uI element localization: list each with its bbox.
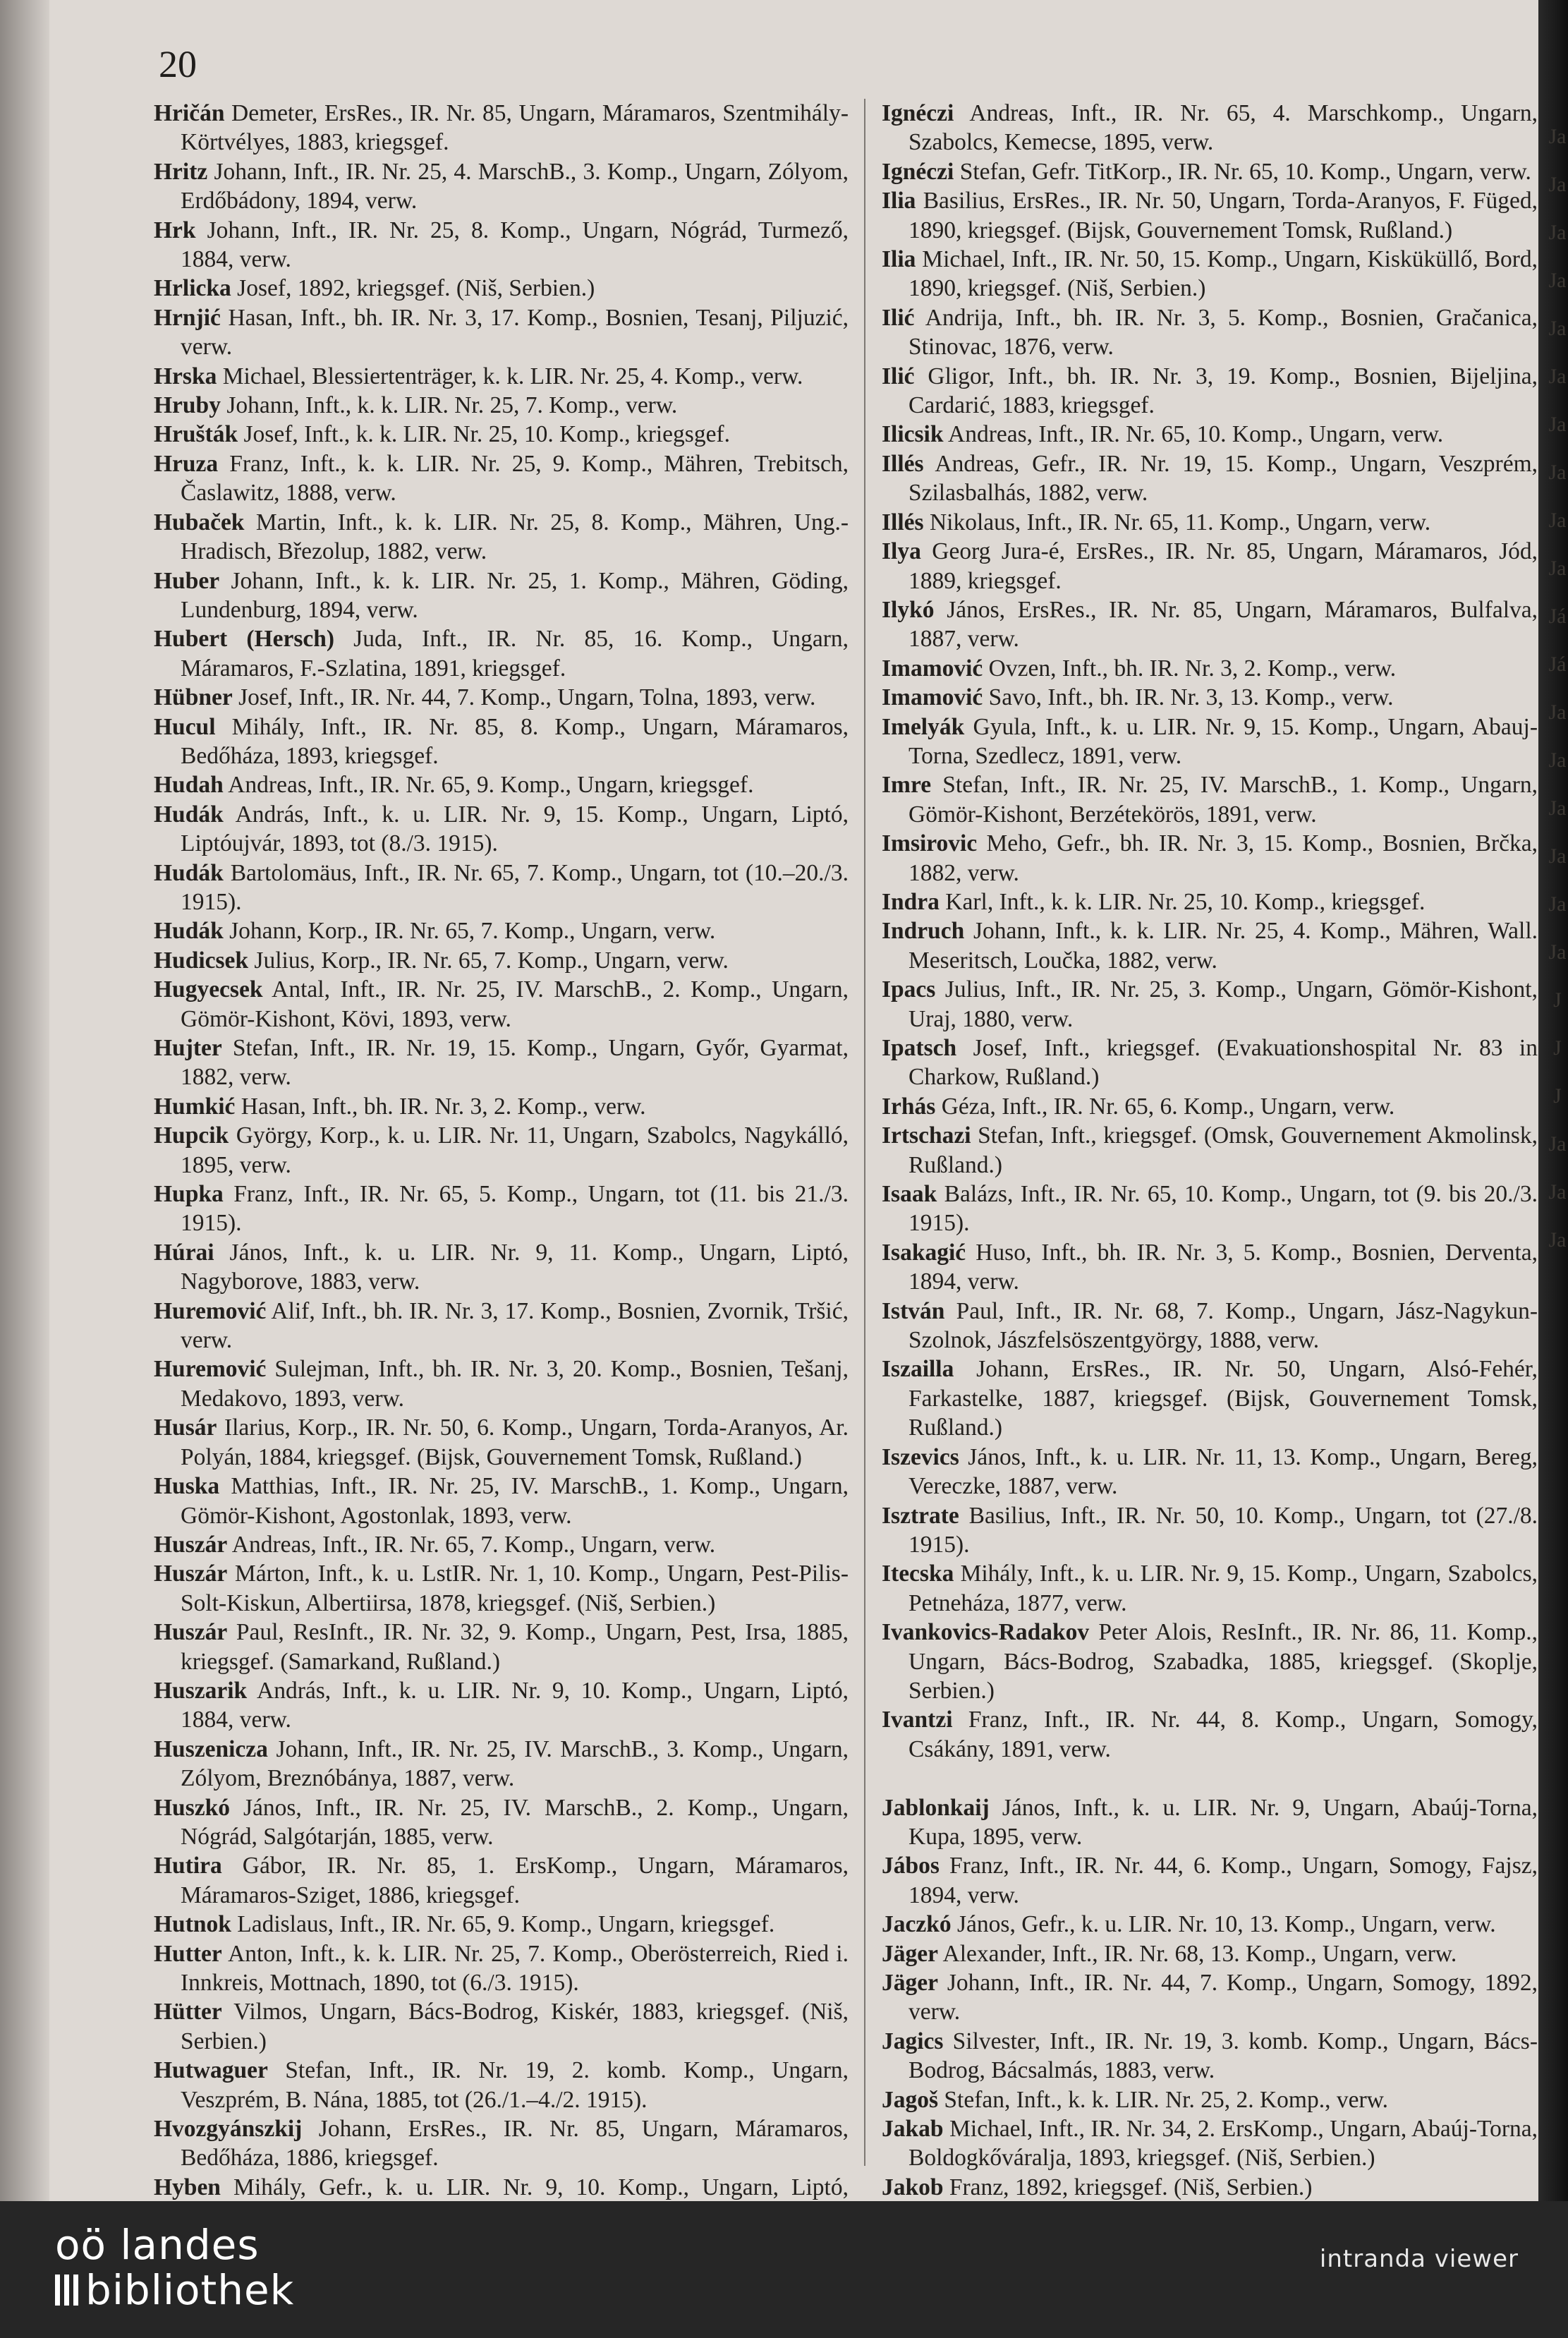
- entry-details: Franz, Inft., IR. Nr. 65, 5. Komp., Ungarn, tot (11. bis 21./3. 1915).: [181, 1181, 849, 1237]
- entry-surname: Huszenicza: [154, 1736, 268, 1762]
- register-entry: [154, 1793, 849, 1852]
- register-entry: [882, 186, 1538, 245]
- entry-details: Johann, Inft., IR. Nr. 44, 7. Komp., Ungarn, Somogy, 1892, verw.: [908, 1969, 1538, 2025]
- entry-surname: Irhás: [882, 1093, 936, 1120]
- edge-fragment: Ja: [1548, 892, 1567, 916]
- register-entry: [154, 1180, 849, 1238]
- entry-details: Basilius, ErsRes., IR. Nr. 50, Ungarn, Torda-Aranyos, F. Füged, 1890, kriegsgef. (Bijsk, Gouvernement Tomsk, Rußland.): [908, 188, 1538, 243]
- register-entry: [882, 245, 1538, 303]
- edge-fragment: Ja: [1548, 749, 1567, 772]
- entry-surname: Jakob: [882, 2174, 944, 2200]
- entry-details: Meho, Gefr., bh. IR. Nr. 3, 15. Komp., Bosnien, Brčka, 1882, verw.: [908, 830, 1538, 886]
- entry-surname: Huszarik: [154, 1677, 248, 1704]
- entry-details: András, Inft., k. u. LIR. Nr. 9, 10. Komp., Ungarn, Liptó, 1884, verw.: [181, 1677, 849, 1733]
- page-number: 20: [159, 43, 197, 85]
- register-entry: [154, 508, 849, 567]
- entry-surname: Hujter: [154, 1035, 222, 1061]
- entry-details: Mihály, Inft., IR. Nr. 85, 8. Komp., Ungarn, Máramaros, Bedőháza, 1893, kriegsgef.: [181, 713, 849, 769]
- register-entry: [154, 420, 849, 449]
- entry-surname: Hudicsek: [154, 947, 249, 974]
- entry-details: Ilarius, Korp., IR. Nr. 50, 6. Komp., Ungarn, Torda-Aranyos, Ar. Polyán, 1884, kriegsgef. (Bijsk, Gouvernement Tomsk, Rußland.): [181, 1415, 849, 1470]
- entry-details: Antal, Inft., IR. Nr. 25, IV. MarschB., 2. Komp., Ungarn, Gömör-Kishont, Kövi, 1893, verw.: [181, 976, 849, 1032]
- register-entry: [154, 713, 849, 771]
- register-entry: [154, 1735, 849, 1793]
- entry-details: Stefan, Inft., IR. Nr. 25, IV. MarschB., 1. Komp., Ungarn, Gömör-Kishont, Berzétekörös, 1891, verw.: [908, 772, 1538, 828]
- entry-surname: Imre: [882, 772, 932, 799]
- entry-surname: Hritz: [154, 158, 208, 185]
- entry-details: Josef, Inft., kriegsgef. (Evakuationshospital Nr. 83 in Charkow, Rußland.): [908, 1035, 1538, 1091]
- register-entry: [882, 1121, 1538, 1180]
- entry-surname: Jäger: [882, 1940, 938, 1967]
- entry-details: János, ErsRes., IR. Nr. 85, Ungarn, Máramaros, Bulfalva, 1887, verw.: [908, 596, 1538, 653]
- register-entry: [882, 1034, 1538, 1092]
- entry-surname: Jagics: [882, 2028, 944, 2054]
- logo-text-line1: oö landes: [55, 2221, 260, 2269]
- register-entry: [882, 1238, 1538, 1297]
- entry-details: Stefan, Inft., IR. Nr. 19, 15. Komp., Ungarn, Győr, Gyarmat, 1882, verw.: [181, 1035, 849, 1091]
- register-entry: [154, 683, 849, 712]
- register-entry: [882, 508, 1538, 537]
- entry-details: Josef, Inft., k. k. LIR. Nr. 25, 10. Komp., kriegsgef.: [238, 421, 730, 448]
- register-entry: [882, 362, 1538, 420]
- entry-surname: Hudák: [154, 918, 224, 945]
- edge-fragment: Ja: [1548, 844, 1567, 868]
- adjacent-page-fragments: [1548, 113, 1567, 1264]
- edge-fragment: J: [1553, 1036, 1562, 1060]
- entry-details: Andreas, Inft., IR. Nr. 65, 10. Komp., Ungarn, verw.: [943, 421, 1444, 448]
- section-gap: [882, 1764, 1538, 1793]
- edge-fragment: Ja: [1548, 1180, 1567, 1204]
- entry-surname: Hruby: [154, 392, 221, 419]
- register-entry: [882, 2114, 1538, 2173]
- entry-details: Johann, Inft., IR. Nr. 25, IV. MarschB., 3. Komp., Ungarn, Zólyom, Breznóbánya, 1887, verw.: [181, 1736, 849, 1792]
- entry-surname: Jakab: [882, 2116, 944, 2143]
- register-entry: [882, 1501, 1538, 1560]
- entry-details: Mihály, Inft., k. u. LIR. Nr. 9, 15. Komp., Ungarn, Szabolcs, Petneháza, 1877, verw.: [908, 1561, 1538, 1616]
- entry-surname: Hutter: [154, 1940, 222, 1967]
- entry-details: Franz, Inft., IR. Nr. 44, 6. Komp., Ungarn, Somogy, Fajsz, 1894, verw.: [908, 1853, 1538, 1908]
- edge-fragment: Ja: [1548, 221, 1567, 244]
- register-entry: [882, 829, 1538, 888]
- register-entry: [882, 888, 1538, 916]
- edge-fragment: Ja: [1548, 509, 1567, 532]
- entry-surname: Hubaček: [154, 509, 245, 535]
- entry-details: Hasan, Inft., bh. IR. Nr. 3, 17. Komp., Bosnien, Tesanj, Piljuzić, verw.: [181, 304, 849, 361]
- register-entry: [154, 216, 849, 274]
- entry-details: János, Inft., k. u. LIR. Nr. 9, Ungarn, Abaúj-Torna, Kupa, 1895, verw.: [908, 1794, 1538, 1850]
- register-entry: [154, 567, 849, 625]
- entry-surname: Huremović: [154, 1297, 267, 1324]
- entry-details: Balázs, Inft., IR. Nr. 65, 10. Komp., Ungarn, tot (9. bis 20./3. 1915).: [908, 1181, 1538, 1237]
- edge-fragment: Ja: [1548, 413, 1567, 436]
- entry-surname: Illés: [882, 509, 924, 535]
- entry-surname: Ignéczi: [882, 158, 954, 185]
- entry-surname: Ilya: [882, 538, 921, 565]
- register-entry: [154, 157, 849, 216]
- entry-details: Nikolaus, Inft., IR. Nr. 65, 11. Komp., Ungarn, verw.: [923, 509, 1431, 535]
- register-entry: [882, 1180, 1538, 1238]
- entry-details: Martin, Inft., k. k. LIR. Nr. 25, 8. Komp., Mähren, Ung.-Hradisch, Březolup, 1882, verw.: [181, 509, 849, 565]
- register-entry: [882, 916, 1538, 975]
- viewer-label[interactable]: intranda viewer: [1319, 2245, 1519, 2273]
- entry-surname: Isaak: [882, 1181, 937, 1208]
- right-column: [882, 99, 1538, 2260]
- register-entry: [882, 975, 1538, 1034]
- entry-surname: Ilykó: [882, 596, 935, 623]
- entry-surname: Jablonkaij: [882, 1794, 990, 1821]
- register-entry: [154, 1413, 849, 1472]
- edge-fragment: Ja: [1548, 317, 1567, 340]
- register-entry: [882, 1092, 1538, 1121]
- register-entry: [154, 800, 849, 859]
- register-entry: [154, 770, 849, 799]
- entry-surname: Itecska: [882, 1561, 954, 1587]
- register-entry: [154, 303, 849, 362]
- register-entry: [882, 1939, 1538, 1968]
- edge-fragment: J: [1553, 1084, 1562, 1108]
- entry-surname: Huszár: [154, 1619, 228, 1646]
- entry-details: János, Gefr., k. u. LIR. Nr. 10, 13. Komp., Ungarn, verw.: [951, 1911, 1496, 1938]
- entry-surname: Isakagić: [882, 1239, 966, 1266]
- entry-surname: Huszár: [154, 1561, 228, 1587]
- edge-fragment: Ja: [1548, 557, 1567, 580]
- entry-surname: Irtschazi: [882, 1122, 971, 1149]
- entry-surname: Hütter: [154, 1999, 222, 2025]
- register-entry: [882, 654, 1538, 683]
- entry-details: Hasan, Inft., bh. IR. Nr. 3, 2. Komp., verw.: [235, 1093, 646, 1120]
- register-entry: [882, 2173, 1538, 2202]
- entry-surname: Hupka: [154, 1181, 224, 1208]
- edge-fragment: Ja: [1548, 269, 1567, 292]
- entry-surname: Ilić: [882, 304, 915, 331]
- register-entry: [882, 683, 1538, 712]
- entry-details: Gligor, Inft., bh. IR. Nr. 3, 19. Komp., Bosnien, Bijeljina, Cardarić, 1883, kriegsgef.: [908, 363, 1538, 419]
- entry-details: Matthias, Inft., IR. Nr. 25, IV. MarschB., 1. Komp., Ungarn, Gömör-Kishont, Agostonlak, 1893, verw.: [181, 1473, 849, 1529]
- entry-details: Sulejman, Inft., bh. IR. Nr. 3, 20. Komp., Bosnien, Tešanj, Medakovo, 1893, verw.: [181, 1356, 849, 1412]
- entry-details: Johann, Inft., IR. Nr. 25, 8. Komp., Ungarn, Nógrád, Turmező, 1884, verw.: [181, 217, 849, 273]
- entry-surname: Hugyecsek: [154, 976, 263, 1003]
- entry-details: Andreas, Gefr., IR. Nr. 19, 15. Komp., Ungarn, Veszprém, Szilasbalhás, 1882, verw.: [908, 450, 1538, 507]
- register-entry: [882, 303, 1538, 362]
- edge-fragment: Ja: [1548, 173, 1567, 196]
- register-entry: [882, 1559, 1538, 1618]
- entry-details: Géza, Inft., IR. Nr. 65, 6. Komp., Ungarn, verw.: [935, 1093, 1395, 1120]
- binding-shadow: [0, 0, 49, 2201]
- edge-fragment: Ja: [1548, 797, 1567, 820]
- register-entry: [154, 99, 849, 157]
- edge-fragment: Ja: [1548, 365, 1567, 388]
- entry-surname: Ipacs: [882, 976, 936, 1003]
- register-entry: [882, 449, 1538, 508]
- entry-details: Stefan, Gefr. TitKorp., IR. Nr. 65, 10. Komp., Ungarn, verw.: [954, 158, 1531, 185]
- entry-surname: Imamović: [882, 684, 983, 711]
- entry-details: Johann, ErsRes., IR. Nr. 50, Ungarn, Alsó-Fehér, Farkastelke, 1887, kriegsgef. (Bijsk, Gouvernement Tomsk, Rußland.): [908, 1356, 1538, 1441]
- register-entry: [882, 420, 1538, 449]
- entry-surname: Huska: [154, 1473, 220, 1500]
- entry-surname: Huszkó: [154, 1794, 230, 1821]
- entry-details: Ladislaus, Inft., IR. Nr. 65, 9. Komp., Ungarn, kriegsgef.: [231, 1911, 775, 1938]
- entry-surname: Humkić: [154, 1093, 236, 1120]
- register-entry: [154, 1676, 849, 1735]
- register-entry: [882, 770, 1538, 829]
- register-entry: [154, 946, 849, 975]
- register-entry: [154, 1851, 849, 1910]
- register-entry: [882, 1851, 1538, 1910]
- entry-details: Andrija, Inft., bh. IR. Nr. 3, 5. Komp., Bosnien, Gračanica, Stinovac, 1876, verw.: [908, 304, 1538, 361]
- entry-surname: Hrska: [154, 363, 217, 389]
- register-entry: [154, 1530, 849, 1559]
- viewer-footer: [0, 2201, 1568, 2338]
- entry-surname: Hudák: [154, 859, 224, 886]
- entry-surname: Ilia: [882, 188, 916, 214]
- entry-surname: Imelyák: [882, 713, 965, 740]
- entry-surname: Ivantzi: [882, 1707, 953, 1733]
- entry-surname: Husár: [154, 1415, 217, 1441]
- logo-text-line2: bibliothek: [85, 2266, 295, 2314]
- register-entry: [154, 449, 849, 508]
- register-entry: [154, 859, 849, 917]
- entry-details: János, Inft., k. u. LIR. Nr. 9, 11. Komp., Ungarn, Liptó, Nagyborove, 1883, verw.: [181, 1239, 849, 1295]
- entry-details: Georg Jura-é, ErsRes., IR. Nr. 85, Ungarn, Máramaros, Jód, 1889, kriegsgef.: [908, 538, 1538, 594]
- edge-fragment: Ja: [1548, 701, 1567, 724]
- entry-details: Alif, Inft., bh. IR. Nr. 3, 17. Komp., Bosnien, Zvornik, Tršić, verw.: [181, 1297, 849, 1354]
- entry-details: Stefan, Inft., IR. Nr. 19, 2. komb. Komp., Ungarn, Veszprém, B. Nána, 1885, tot (26./1.–4./2. 1915).: [181, 2057, 849, 2113]
- entry-details: Silvester, Inft., IR. Nr. 19, 3. komb. Komp., Ungarn, Bács-Bodrog, Bácsalmás, 1883, verw.: [908, 2028, 1538, 2084]
- edge-fragment: Ja: [1548, 125, 1567, 148]
- register-entry: [154, 1092, 849, 1121]
- entry-surname: Hutwaguer: [154, 2057, 268, 2084]
- edge-fragment: Já: [1548, 653, 1567, 676]
- edge-fragment: Ja: [1548, 1132, 1567, 1156]
- entry-details: Anton, Inft., k. k. LIR. Nr. 25, 7. Komp., Oberösterreich, Ried i. Innkreis, Mottnach, 1890, tot (6./3. 1915).: [181, 1940, 849, 1996]
- entry-surname: Hubert (Hersch): [154, 626, 335, 653]
- edge-fragment: Ja: [1548, 1228, 1567, 1252]
- entry-details: Franz, Inft., k. k. LIR. Nr. 25, 9. Komp., Mähren, Trebitsch, Časlawitz, 1888, verw.: [181, 450, 849, 507]
- entry-surname: Hvozgyánszkij: [154, 2116, 303, 2143]
- entry-details: János, Inft., IR. Nr. 25, IV. MarschB., 2. Komp., Ungarn, Nógrád, Salgótarján, 1885, verw.: [181, 1794, 849, 1850]
- entry-details: Andreas, Inft., IR. Nr. 65, 9. Komp., Ungarn, kriegsgef.: [223, 772, 754, 799]
- register-entry: [882, 1355, 1538, 1442]
- register-entry: [154, 1472, 849, 1530]
- entry-details: Alexander, Inft., IR. Nr. 68, 13. Komp., Ungarn, verw.: [938, 1940, 1457, 1967]
- entry-details: Franz, Inft., IR. Nr. 44, 8. Komp., Ungarn, Somogy, Csákány, 1891, verw.: [908, 1707, 1538, 1762]
- entry-surname: Hričán: [154, 100, 225, 126]
- entry-details: Michael, Inft., IR. Nr. 34, 2. ErsKomp., Ungarn, Abaúj-Torna, Boldogkőváralja, 1893, kriegsgef. (Niš, Serbien.): [908, 2116, 1538, 2172]
- entry-surname: Hrnjić: [154, 304, 221, 331]
- entry-details: Julius, Korp., IR. Nr. 65, 7. Komp., Ungarn, verw.: [248, 947, 729, 974]
- entry-surname: Hyben: [154, 2174, 221, 2200]
- entry-surname: Ivankovics-Radakov: [882, 1619, 1090, 1646]
- register-entry: [154, 274, 849, 303]
- entry-details: Johann, ErsRes., IR. Nr. 85, Ungarn, Máramaros, Bedőháza, 1886, kriegsgef.: [181, 2116, 849, 2172]
- entry-surname: Hruza: [154, 450, 219, 477]
- adjacent-page-edge: [1538, 0, 1568, 2201]
- register-entry: [882, 1443, 1538, 1501]
- register-entry: [154, 624, 849, 683]
- entry-details: Franz, 1892, kriegsgef. (Niš, Serbien.): [943, 2174, 1313, 2200]
- entry-details: György, Korp., k. u. LIR. Nr. 11, Ungarn, Szabolcs, Nagykálló, 1895, verw.: [181, 1122, 849, 1178]
- entry-surname: István: [882, 1297, 945, 1324]
- register-entry: [154, 362, 849, 391]
- register-entry: [154, 1121, 849, 1180]
- entry-surname: Ignéczi: [882, 100, 954, 126]
- entry-surname: Jábos: [882, 1853, 940, 1879]
- entry-surname: Isztrate: [882, 1502, 959, 1529]
- entry-details: Bartolomäus, Inft., IR. Nr. 65, 7. Komp., Ungarn, tot (10.–20./3. 1915).: [181, 859, 849, 915]
- logo-bars-icon: [55, 2275, 78, 2306]
- entry-details: Andreas, Inft., IR. Nr. 65, 4. Marschkomp., Ungarn, Szabolcs, Kemecse, 1895, verw.: [908, 100, 1538, 156]
- entry-details: Andreas, Inft., IR. Nr. 65, 7. Komp., Ungarn, verw.: [227, 1531, 716, 1558]
- entry-surname: Hutnok: [154, 1911, 231, 1938]
- entry-surname: Illés: [882, 450, 924, 477]
- register-entry: [154, 1618, 849, 1676]
- entry-details: András, Inft., k. u. LIR. Nr. 9, 15. Komp., Ungarn, Liptó, Liptóujvár, 1893, tot (8./3. 1915).: [181, 801, 849, 857]
- entry-details: Michael, Inft., IR. Nr. 50, 15. Komp., Ungarn, Kisküküllő, Bord, 1890, kriegsgef. (Niš, Serbien.): [908, 246, 1538, 302]
- register-entry: [882, 157, 1538, 186]
- register-entry: [882, 713, 1538, 771]
- register-entry: [882, 1618, 1538, 1705]
- entry-details: Stefan, Inft., k. k. LIR. Nr. 25, 2. Komp., verw.: [938, 2086, 1389, 2113]
- entry-surname: Indra: [882, 888, 940, 915]
- entry-details: Vilmos, Ungarn, Bács-Bodrog, Kiskér, 1883, kriegsgef. (Niš, Serbien.): [181, 1999, 849, 2054]
- entry-surname: Hrušták: [154, 421, 238, 448]
- entry-surname: Ilicsik: [882, 421, 944, 448]
- entry-details: Stefan, Inft., kriegsgef. (Omsk, Gouvernement Akmolinsk, Rußland.): [908, 1122, 1538, 1178]
- entry-surname: Hübner: [154, 684, 233, 711]
- entry-details: Josef, Inft., IR. Nr. 44, 7. Komp., Ungarn, Tolna, 1893, verw.: [232, 684, 816, 711]
- register-entry: [882, 1705, 1538, 1764]
- entry-surname: Ipatsch: [882, 1035, 957, 1061]
- register-entry: [154, 1297, 849, 1355]
- entry-surname: Iszailla: [882, 1356, 954, 1383]
- entry-details: Johann, Inft., IR. Nr. 25, 4. MarschB., 3. Komp., Ungarn, Zólyom, Erdőbádony, 1894, verw.: [181, 158, 849, 214]
- entry-details: Michael, Blessiertenträger, k. k. LIR. Nr. 25, 4. Komp., verw.: [217, 363, 803, 389]
- left-column: [154, 99, 849, 2231]
- entry-surname: Huber: [154, 567, 220, 594]
- edge-fragment: Já: [1548, 605, 1567, 628]
- entry-details: Huso, Inft., bh. IR. Nr. 3, 5. Komp., Bosnien, Derventa, 1894, verw.: [908, 1239, 1538, 1295]
- entry-surname: Ilić: [882, 363, 915, 389]
- entry-surname: Indruch: [882, 918, 965, 945]
- column-divider: [864, 99, 865, 2166]
- register-entry: [154, 1238, 849, 1297]
- register-entry: [154, 1939, 849, 1998]
- entry-surname: Hrk: [154, 217, 196, 243]
- register-entry: [882, 1968, 1538, 2027]
- entry-details: Paul, Inft., IR. Nr. 68, 7. Komp., Ungarn, Jász-Nagykun-Szolnok, Jászfelsöszentgyörgy, 1888, verw.: [908, 1297, 1538, 1354]
- entry-surname: Imsirovic: [882, 830, 978, 857]
- entry-details: Juda, Inft., IR. Nr. 85, 16. Komp., Ungarn, Máramaros, F.-Szlatina, 1891, kriegsgef.: [181, 626, 849, 682]
- entry-details: Demeter, ErsRes., IR. Nr. 85, Ungarn, Máramaros, Szentmihály-Körtvélyes, 1883, kriegsgef.: [181, 100, 849, 156]
- register-entry: [154, 1997, 849, 2056]
- register-entry: [882, 537, 1538, 595]
- logo-line2-row: [55, 2267, 294, 2313]
- entry-surname: Hudah: [154, 772, 224, 799]
- register-entry: [154, 391, 849, 420]
- edge-fragment: Ja: [1548, 461, 1567, 484]
- entry-details: Josef, 1892, kriegsgef. (Niš, Serbien.): [231, 275, 595, 302]
- register-entry: [154, 1910, 849, 1939]
- entry-details: János, Inft., k. u. LIR. Nr. 11, 13. Komp., Ungarn, Bereg, Vereczke, 1887, verw.: [908, 1443, 1538, 1500]
- register-entry: [882, 2027, 1538, 2085]
- entry-details: Ovzen, Inft., bh. IR. Nr. 3, 2. Komp., verw.: [983, 655, 1397, 682]
- entry-surname: Iszevics: [882, 1443, 959, 1470]
- entry-details: Johann, Korp., IR. Nr. 65, 7. Komp., Ungarn, verw.: [223, 918, 716, 945]
- register-entry: [882, 595, 1538, 654]
- entry-surname: Jäger: [882, 1969, 938, 1996]
- entry-surname: Hrlicka: [154, 275, 231, 302]
- entry-details: Julius, Inft., IR. Nr. 25, 3. Komp., Ungarn, Gömör-Kishont, Uraj, 1880, verw.: [908, 976, 1538, 1032]
- entry-surname: Huszár: [154, 1531, 228, 1558]
- register-entry: [154, 2114, 849, 2173]
- entry-details: Paul, ResInft., IR. Nr. 32, 9. Komp., Ungarn, Pest, Irsa, 1885, kriegsgef. (Samarkand, Rußland.): [181, 1619, 849, 1675]
- edge-fragment: J: [1553, 988, 1562, 1012]
- entry-details: Peter Alois, ResInft., IR. Nr. 86, 11. Komp., Ungarn, Bács-Bodrog, Szabadka, 1885, kriegsgef. (Skoplje, Serbien.): [908, 1619, 1538, 1704]
- entry-details: Gyula, Inft., k. u. LIR. Nr. 9, 15. Komp., Ungarn, Abauj-Torna, Szedlecz, 1891, verw.: [908, 713, 1538, 769]
- register-entry: [154, 916, 849, 945]
- edge-fragment: Ja: [1548, 940, 1567, 964]
- register-entry: [154, 2056, 849, 2114]
- entry-details: Johann, Inft., k. k. LIR. Nr. 25, 7. Komp., verw.: [220, 392, 678, 419]
- entry-details: Savo, Inft., bh. IR. Nr. 3, 13. Komp., verw.: [983, 684, 1394, 711]
- entry-details: Karl, Inft., k. k. LIR. Nr. 25, 10. Komp., kriegsgef.: [939, 888, 1426, 915]
- entry-surname: Hudák: [154, 801, 224, 828]
- entry-details: Márton, Inft., k. u. LstIR. Nr. 1, 10. Komp., Ungarn, Pest-Pilis-Solt-Kiskun, Albertiirsa, 1878, kriegsgef. (Niš, Serbien.): [181, 1561, 849, 1616]
- entry-surname: Jaczkó: [882, 1911, 952, 1938]
- register-entry: [882, 99, 1538, 157]
- entry-details: Johann, Inft., k. k. LIR. Nr. 25, 1. Komp., Mähren, Göding, Lundenburg, 1894, verw.: [181, 567, 849, 623]
- register-entry: [882, 2085, 1538, 2114]
- entry-details: Gábor, IR. Nr. 85, 1. ErsKomp., Ungarn, Máramaros, Máramaros-Sziget, 1886, kriegsgef.: [181, 1853, 849, 1908]
- entry-surname: Jagoš: [882, 2086, 939, 2113]
- register-entry: [154, 1355, 849, 1413]
- entry-details: Johann, Inft., k. k. LIR. Nr. 25, 4. Komp., Mähren, Wall. Meseritsch, Loučka, 1882, verw.: [908, 918, 1538, 974]
- entry-details: Mihály, Gefr., k. u. LIR. Nr. 9, 10. Komp., Ungarn, Liptó,: [233, 2174, 849, 2200]
- entry-surname: Hucul: [154, 713, 216, 740]
- entry-surname: Huremović: [154, 1356, 267, 1383]
- register-entry: [154, 1034, 849, 1092]
- register-entry: [882, 1297, 1538, 1355]
- entry-surname: Hutira: [154, 1853, 222, 1879]
- register-entry: [882, 1910, 1538, 1939]
- library-logo[interactable]: [55, 2222, 294, 2313]
- register-entry: [882, 1793, 1538, 1852]
- entry-surname: Imamović: [882, 655, 983, 682]
- register-entry: [154, 1559, 849, 1618]
- entry-surname: Ilia: [882, 246, 916, 273]
- entry-surname: Hupcik: [154, 1122, 229, 1149]
- entry-details: Basilius, Inft., IR. Nr. 50, 10. Komp., Ungarn, tot (27./8. 1915).: [908, 1502, 1538, 1558]
- entry-surname: Húrai: [154, 1239, 214, 1266]
- register-entry: [154, 975, 849, 1034]
